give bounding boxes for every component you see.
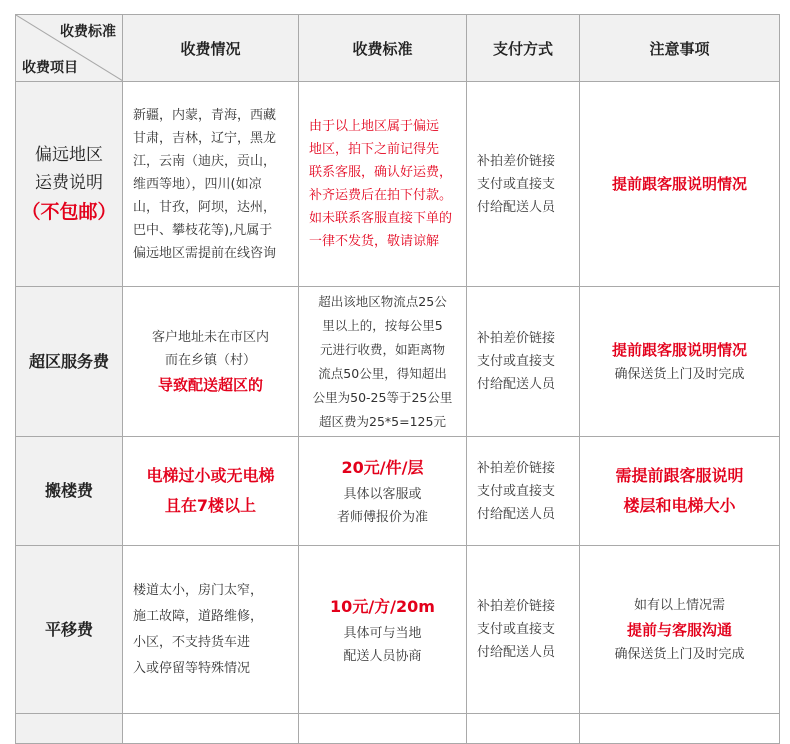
situation-line-highlight: 导致配送超区的 (157, 375, 263, 394)
situation-cell (123, 287, 299, 437)
standard-line: 地区，拍下之前记得先 (309, 142, 440, 157)
payment-line: 支付或直接支 (477, 622, 556, 637)
header-corner-cell (16, 15, 123, 82)
payment-line: 付给配送人员 (477, 645, 556, 660)
standard-line: 元进行收费，如距离物 (319, 341, 445, 357)
standard-line: 如未联系客服直接下单的 (309, 211, 453, 226)
situation-cell (123, 546, 299, 714)
notes-line: 提前跟客服说明情况 (611, 341, 747, 359)
situation-line: 山，甘孜，阿坝，达州， (133, 199, 277, 215)
row-name-cell (16, 287, 123, 437)
situation-line: 甘肃，吉林，辽宁，黑龙 (133, 130, 277, 146)
situation-line: 新疆，内蒙，青海，西藏 (133, 107, 277, 123)
table-row (16, 82, 780, 287)
row-name-line: 平移费 (44, 619, 93, 639)
payment-line: 付给配送人员 (477, 506, 556, 522)
situation-line: 偏远地区需提前在线咨询 (133, 245, 277, 261)
row-name-cell (16, 437, 123, 546)
header-row (16, 15, 780, 82)
header-standard: 收费标准 (299, 15, 467, 82)
standard-line: 流点50公里，得知超出 (318, 365, 447, 381)
header-payment: 支付方式 (467, 15, 580, 82)
situation-line-highlight: 电梯过小或无电梯 (146, 466, 275, 485)
standard-line: 公里为50-25等于25公里 (312, 389, 453, 405)
payment-cell (467, 437, 580, 546)
standard-cell (299, 287, 467, 437)
payment-line: 付给配送人员 (477, 199, 556, 215)
notes-cell (580, 82, 780, 287)
standard-line: 具体可与当地 (343, 625, 422, 641)
notes-line: 提前跟客服说明情况 (611, 175, 747, 193)
situation-line: 而在乡镇（村） (164, 352, 256, 368)
table-row (16, 546, 780, 714)
payment-cell (467, 287, 580, 437)
payment-line: 付给配送人员 (477, 377, 556, 392)
table-row (16, 437, 780, 546)
situation-cell (123, 714, 299, 744)
standard-line: 具体以客服或 (343, 487, 422, 502)
notes-cell (580, 714, 780, 744)
header-notes: 注意事项 (580, 15, 780, 82)
situation-line: 楼道太小，房门太窄， (133, 582, 264, 598)
row-name-line: 运费说明 (35, 173, 103, 193)
situation-line: 小区，不支持货车进 (133, 634, 251, 650)
payment-line: 支付或直接支 (477, 176, 556, 192)
row-name-cell (16, 714, 123, 744)
notes-line: 楼层和电梯大小 (623, 496, 736, 515)
table-row (16, 287, 780, 437)
standard-price: 20元/件/层 (341, 458, 424, 477)
header-situation: 收费情况 (123, 15, 299, 82)
situation-line: 维西等地），四川(如凉 (133, 176, 262, 192)
payment-cell (467, 546, 580, 714)
standard-cell (299, 714, 467, 744)
notes-line: 如有以上情况需 (633, 597, 725, 613)
header-corner-standard: 收费标准 (60, 24, 116, 40)
standard-line: 联系客服，确认好运费， (309, 165, 453, 180)
standard-line: 补齐运费后在拍下付款。 (309, 188, 453, 203)
notes-line-highlight: 提前与客服沟通 (626, 620, 732, 639)
payment-cell (467, 714, 580, 744)
row-name-free-shipping-note: （不包邮） (21, 201, 117, 223)
fee-table (15, 14, 780, 744)
standard-line: 里以上的，按每公里5 (322, 317, 443, 333)
situation-cell (123, 437, 299, 546)
row-name-line: 搬楼费 (44, 481, 93, 500)
payment-line: 支付或直接支 (477, 483, 556, 499)
notes-cell (580, 287, 780, 437)
situation-line: 入或停留等特殊情况 (133, 660, 251, 676)
table-row-partial (16, 714, 780, 744)
row-name-cell (16, 82, 123, 287)
situation-line: 江，云南（迪庆，贡山， (133, 153, 277, 169)
notes-cell (580, 437, 780, 546)
notes-line: 确保送货上门及时完成 (614, 367, 745, 382)
row-name-line: 偏远地区 (35, 145, 103, 165)
standard-cell (299, 437, 467, 546)
standard-line: 一律不发货，敬请谅解 (309, 234, 440, 249)
standard-line: 配送人员协商 (343, 648, 422, 664)
notes-line: 需提前跟客服说明 (615, 466, 744, 485)
payment-line: 补拍差价链接 (477, 599, 556, 614)
standard-line: 超区费为25*5=125元 (319, 413, 446, 429)
payment-line: 支付或直接支 (477, 354, 556, 369)
payment-line: 补拍差价链接 (477, 331, 556, 346)
situation-line-highlight: 且在7楼以上 (164, 496, 257, 515)
payment-cell (467, 82, 580, 287)
situation-line: 施工故障，道路维修， (133, 608, 264, 624)
situation-cell (123, 82, 299, 287)
situation-line: 客户地址未在市区内 (151, 329, 269, 345)
standard-line: 由于以上地区属于偏远 (309, 119, 440, 134)
standard-line: 者师傅报价为准 (336, 510, 428, 525)
notes-cell (580, 546, 780, 714)
standard-line: 超出该地区物流点25公 (318, 293, 447, 309)
row-name-cell (16, 546, 123, 714)
situation-line: 巴中、攀枝花等),凡属于 (133, 222, 273, 238)
header-corner-item: 收费项目 (22, 60, 78, 76)
payment-line: 补拍差价链接 (477, 153, 556, 169)
standard-cell (299, 546, 467, 714)
payment-line: 补拍差价链接 (477, 460, 556, 476)
row-name-line: 超区服务费 (28, 351, 109, 371)
notes-line: 确保送货上门及时完成 (614, 646, 745, 662)
standard-cell (299, 82, 467, 287)
standard-price: 10元/方/20m (330, 596, 435, 616)
